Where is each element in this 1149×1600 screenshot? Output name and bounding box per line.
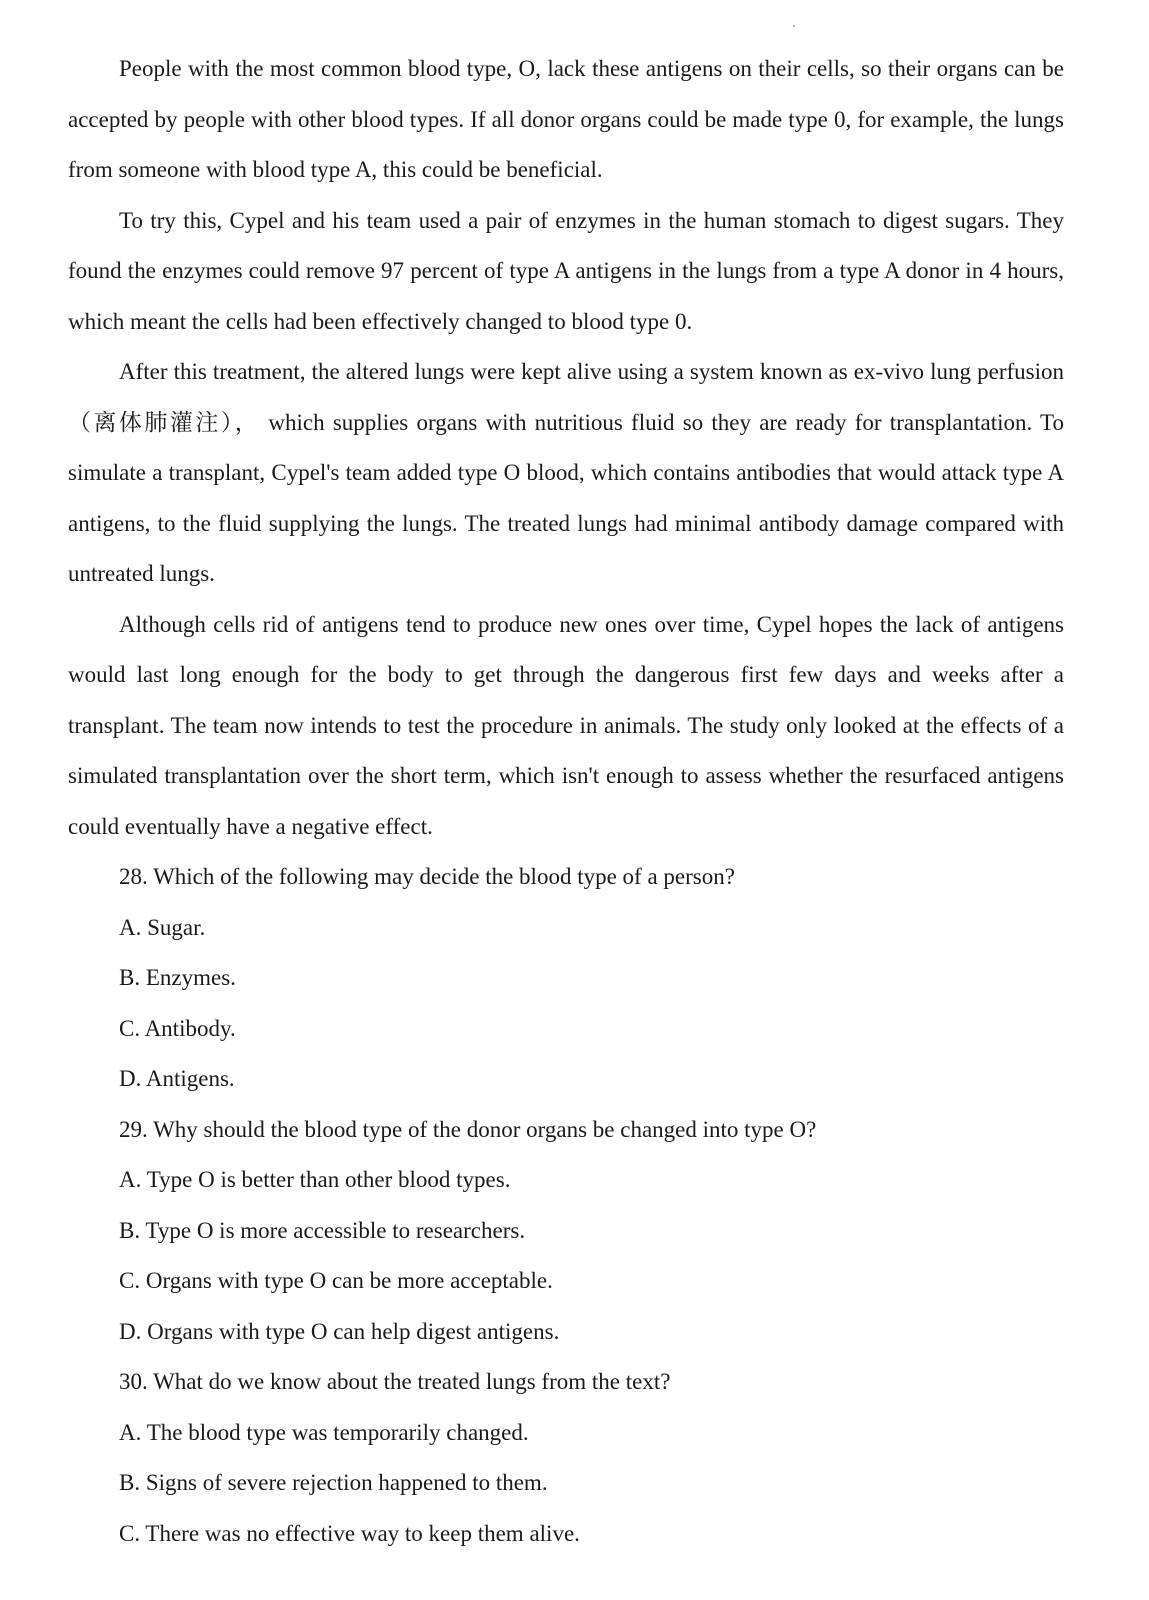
answer-option-b: B. Signs of severe rejection happened to them.: [119, 1470, 548, 1495]
answer-option-a: A. The blood type was temporarily changed.: [119, 1419, 529, 1445]
exam-page: [68, 44, 1064, 1559]
passage-paragraph-3: After this treatment, the altered lungs were kept alive using a system known as ex-vivo lung perfusion （离体肺灌注）， which supplies organs with nutritious fluid so they are ready for transplantation. To simulate a transplant, Cypel's team added type O blood, which contains antibodies that would attack type A antigens, to the fluid supplying the lungs. The treated lungs had minimal antibody damage compared with untreated lungs.: [68, 359, 1064, 586]
question-stem: 28. Which of the following may decide the blood type of a person?: [119, 864, 735, 889]
reading-passage: [68, 44, 1064, 852]
answer-option-a: A. Type O is better than other blood types.: [119, 1167, 511, 1192]
question-stem: 29. Why should the blood type of the donor organs be changed into type O?: [119, 1116, 817, 1142]
question-30: [68, 1357, 1064, 1559]
passage-paragraph-4: Although cells rid of antigens tend to produce new ones over time, Cypel hopes the lack of antigens would last long enough for the body to get through the dangerous first few days and weeks after a transplant. The team now intends to test the procedure in animals. The study only looked at the effects of a simulated transplantation over the short term, which isn't enough to assess whether the resurfaced antigens could eventually have a negative effect.: [68, 611, 1064, 839]
answer-option-d: D. Antigens.: [119, 1066, 235, 1091]
passage-paragraph-1: People with the most common blood type, O, lack these antigens on their cells, so their organs can be accepted by people with other blood types. If all donor organs could be made type 0, for example, the lungs from someone with blood type A, this could be beneficial.: [68, 56, 1064, 182]
question-28: [68, 852, 1064, 1105]
answer-option-c: C. Organs with type O can be more acceptable.: [119, 1268, 553, 1293]
answer-option-b: B. Type O is more accessible to researchers.: [119, 1217, 526, 1243]
answer-option-c: C. There was no effective way to keep them alive.: [119, 1520, 580, 1546]
answer-option-a: A. Sugar.: [119, 914, 206, 940]
passage-paragraph-2: To try this, Cypel and his team used a pair of enzymes in the human stomach to digest sugars. They found the enzymes could remove 97 percent of type A antigens in the lungs from a type A donor in 4 hours, which meant the cells had been effectively changed to blood type 0.: [68, 207, 1064, 334]
question-29: [68, 1105, 1064, 1358]
answer-option-d: D. Organs with type O can help digest antigens.: [119, 1318, 560, 1344]
answer-option-b: B. Enzymes.: [119, 965, 236, 990]
question-stem: 30. What do we know about the treated lungs from the text?: [119, 1369, 671, 1394]
scan-speck: [793, 25, 795, 27]
answer-option-c: C. Antibody.: [119, 1015, 236, 1041]
